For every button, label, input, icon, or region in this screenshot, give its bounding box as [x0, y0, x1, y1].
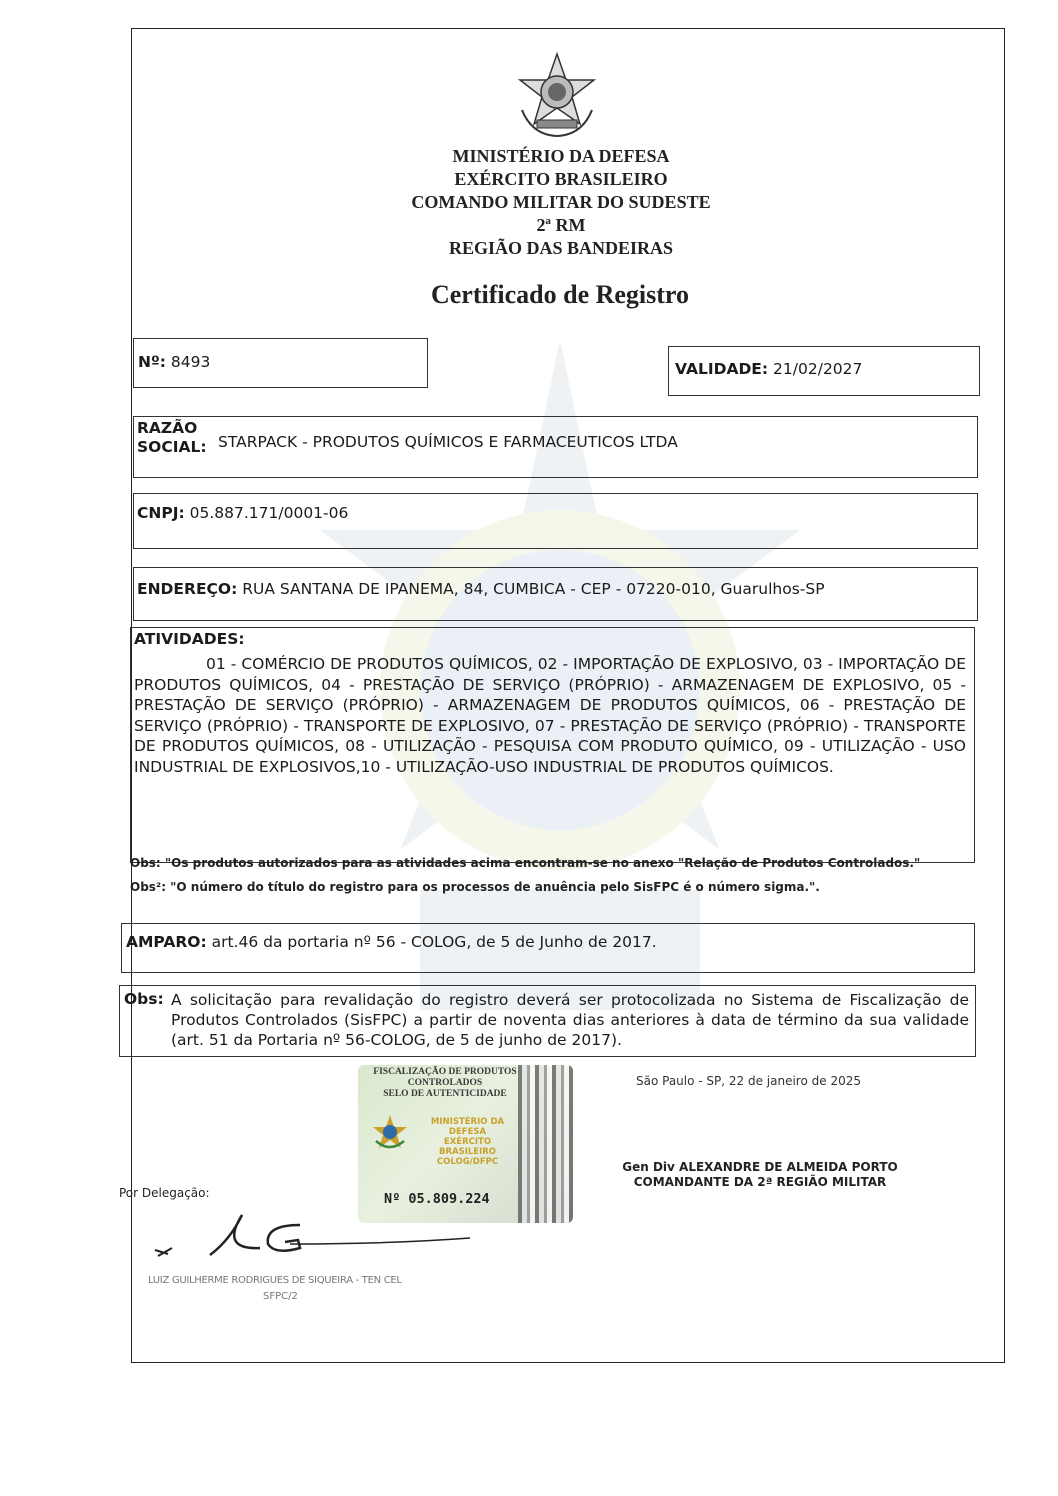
observacao-1: Obs: "Os produtos autorizados para as atividades acima encontram-se no anexo "Relação de Produtos Controlados." — [130, 856, 921, 870]
cnpj-label: CNPJ: — [137, 504, 185, 522]
razao-label-line2: SOCIAL: — [137, 438, 207, 456]
atividades-box — [130, 627, 975, 863]
validade-label: VALIDADE: — [675, 360, 769, 378]
amparo-box — [121, 923, 975, 973]
razao-social-box — [133, 416, 978, 478]
endereco-value: RUA SANTANA DE IPANEMA, 84, CUMBICA - CEP - 07220-010, Guarulhos-SP — [242, 580, 825, 598]
handwritten-signature — [150, 1210, 470, 1265]
signer-title: COMANDANTE DA 2ª REGIÃO MILITAR — [633, 1175, 887, 1189]
seal-number: Nº 05.809.224 — [384, 1191, 490, 1207]
coat-of-arms-icon — [512, 50, 602, 140]
validade-value: 21/02/2027 — [773, 360, 863, 378]
cnpj-box — [133, 493, 978, 549]
seal-body-line2: EXÉRCITO BRASILEIRO — [438, 1137, 497, 1157]
authenticity-seal — [358, 1065, 573, 1223]
signer-block — [580, 1160, 940, 1190]
endereco-label: ENDEREÇO: — [137, 580, 238, 598]
delegate-department: SFPC/2 — [263, 1291, 298, 1302]
certificate-title: Certificado de Registro — [430, 280, 689, 309]
amparo-label: AMPARO: — [126, 933, 207, 951]
seal-hologram — [518, 1065, 573, 1223]
obs-revalidacao-text: A solicitação para revalidação do registro deverá ser protocolizada no Sistema de Fiscalização de Produtos Controlados (SisFPC) a partir de noventa dias anteriores à data de término da sua validade (art. 51 da Portaria nº 56-COLOG, de 5 de junho de 2017). — [171, 991, 969, 1049]
delegate-name: LUIZ GUILHERME RODRIGUES DE SIQUEIRA - TEN CEL — [148, 1275, 402, 1286]
delegation-label: Por Delegação: — [119, 1186, 210, 1200]
date-location: São Paulo - SP, 22 de janeiro de 2025 — [636, 1074, 861, 1088]
amparo-value: art.46 da portaria nº 56 - COLOG, de 5 de Junho de 2017. — [211, 933, 657, 951]
signer-name: Gen Div ALEXANDRE DE ALMEIDA PORTO — [622, 1160, 898, 1174]
header-ministerio: MINISTÉRIO DA DEFESA — [452, 146, 670, 166]
numero-box — [133, 338, 428, 388]
obs-revalidacao-box — [119, 985, 976, 1057]
razao-social-label — [137, 419, 207, 457]
numero-value: 8493 — [170, 353, 211, 371]
cnpj-value: 05.887.171/0001-06 — [189, 504, 349, 522]
seal-header — [370, 1067, 520, 1100]
seal-body-line3: COLOG/DFPC — [436, 1157, 499, 1167]
header-regiao: REGIÃO DAS BANDEIRAS — [448, 238, 674, 258]
obs-revalidacao-label: Obs: — [124, 990, 164, 1008]
seal-body — [420, 1117, 515, 1167]
seal-header-line1: FISCALIZAÇÃO DE PRODUTOS — [373, 1067, 517, 1077]
razao-social-value: STARPACK - PRODUTOS QUÍMICOS E FARMACEUTICOS LTDA — [218, 433, 678, 451]
atividades-text: 01 - COMÉRCIO DE PRODUTOS QUÍMICOS, 02 - IMPORTAÇÃO DE EXPLOSIVO, 03 - IMPORTAÇÃO DE PRODUTOS QUÍMICOS, 04 - PRESTAÇÃO DE SERVIÇO (PRÓPRIO) - ARMAZENAGEM DE EXPLOSIVO, 05 - PRESTAÇÃO DE SERVIÇO (PRÓPRIO) - ARMAZENAGEM DE PRODUTOS QUÍMICOS, 06 - PRESTAÇÃO DE SERVIÇO (PRÓPRIO) - TRANSPORTE DE EXPLOSIVO, 07 - PRESTAÇÃO DE SERVIÇO (PRÓPRIO) - TRANSPORTE DE PRODUTOS QUÍMICOS, 08 - UTILIZAÇÃO - PESQUISA COM PRODUTO QUÍMICO, 09 - UTILIZAÇÃO - USO INDUSTRIAL DE EXPLOSIVOS,10 - UTILIZAÇÃO-USO INDUSTRIAL DE PRODUTOS QUÍMICOS. — [134, 655, 966, 776]
endereco-box — [133, 567, 978, 621]
validade-box — [668, 346, 980, 396]
seal-header-line2: CONTROLADOS — [407, 1078, 483, 1088]
seal-body-line1: MINISTÉRIO DA DEFESA — [430, 1117, 505, 1137]
seal-emblem-icon — [370, 1113, 410, 1153]
numero-label: Nº: — [138, 353, 166, 371]
header-exercito: EXÉRCITO BRASILEIRO — [454, 169, 668, 189]
observacao-2: Obs²: "O número do título do registro para os processos de anuência pelo SisFPC é o número sigma.". — [130, 880, 820, 894]
header-rm: 2ª RM — [536, 215, 586, 235]
atividades-label: ATIVIDADES: — [134, 630, 245, 648]
seal-header-line3: SELO DE AUTENTICIDADE — [383, 1089, 507, 1099]
razao-label-line1: RAZÃO — [137, 419, 198, 437]
header-comando: COMANDO MILITAR DO SUDESTE — [411, 192, 711, 212]
document-header — [331, 145, 791, 260]
